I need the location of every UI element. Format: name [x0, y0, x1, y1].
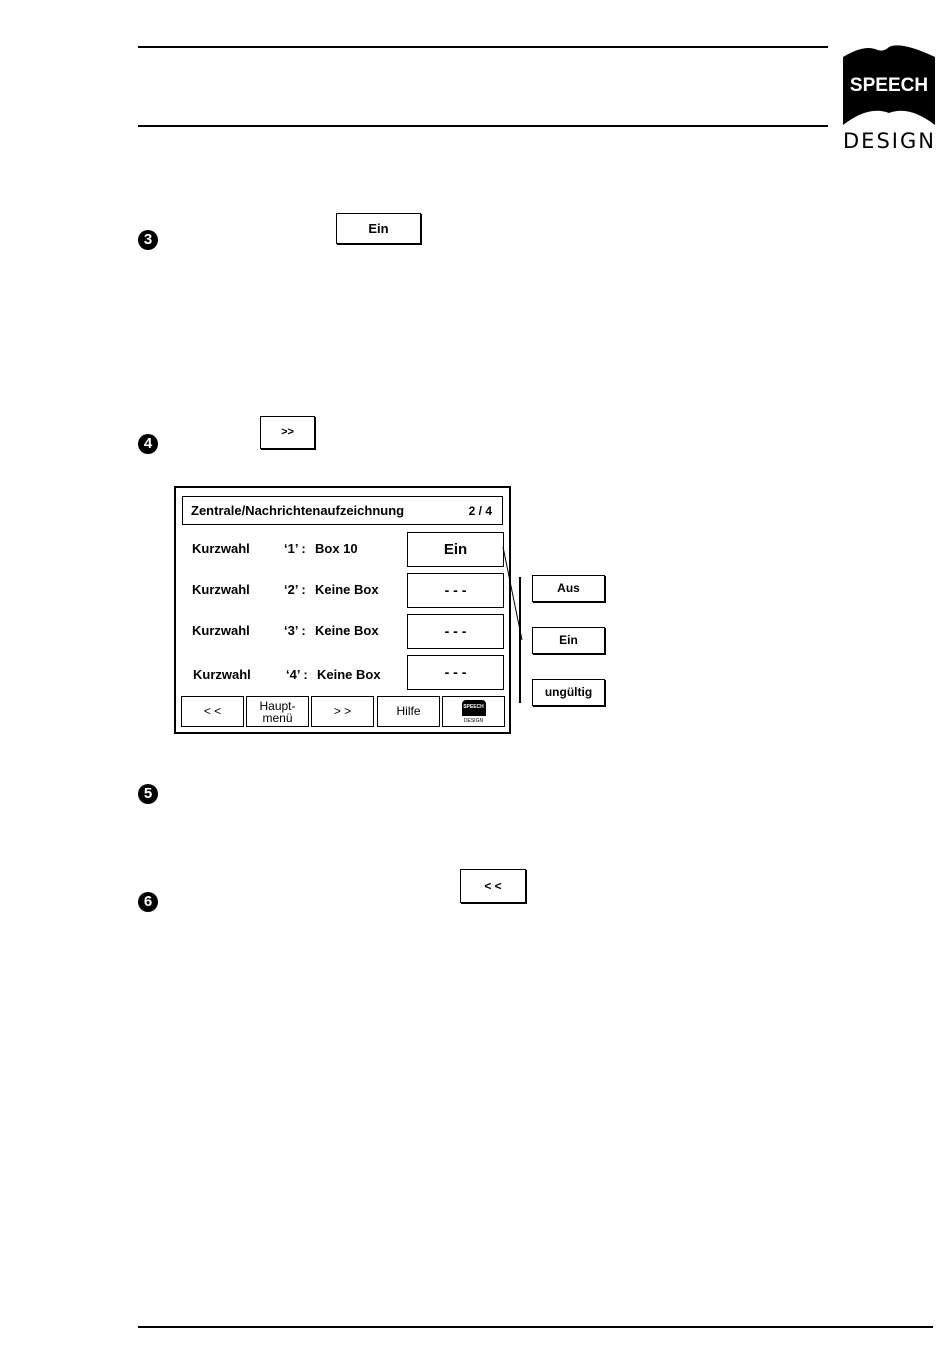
logo-speech-text: SPEECH [849, 75, 929, 96]
page-indicator: 2 / 4 [468, 504, 492, 518]
mini-logo-speech: SPEECH [463, 704, 484, 710]
row-4-label: Kurzwahl [193, 667, 251, 682]
row-3-value-field[interactable]: - - - [407, 614, 504, 649]
row-1-box: Box 10 [315, 541, 358, 556]
option-ungueltig-button[interactable]: ungültig [532, 679, 605, 706]
nav-next-button[interactable]: > > [311, 696, 374, 727]
logo-design-text: DESIGN [843, 129, 936, 153]
footer-rule [138, 1326, 933, 1328]
nav-main-menu-button[interactable] [246, 696, 309, 727]
prev-page-button[interactable]: < < [460, 869, 526, 903]
nav-help-button[interactable]: Hilfe [377, 696, 440, 727]
step-3-marker: 3 [138, 230, 158, 250]
row-2-key: ‘2’ : [284, 582, 306, 597]
option-ein-button[interactable]: Ein [532, 627, 605, 654]
row-1-key: ‘1’ : [284, 541, 306, 556]
row-1-label: Kurzwahl [192, 541, 250, 556]
main-menu-label-line2: menü [262, 711, 293, 725]
nav-logo-button[interactable] [442, 696, 505, 727]
row-2-value-field[interactable]: - - - [407, 573, 504, 608]
screen-title: Zentrale/Nachrichtenaufzeichnung [191, 503, 405, 518]
ein-button[interactable]: Ein [336, 213, 421, 244]
header-rule-top [138, 46, 828, 48]
row-2-label: Kurzwahl [192, 582, 250, 597]
row-3-key: ‘3’ : [284, 623, 306, 638]
row-1-value-field[interactable]: Ein [407, 532, 504, 567]
row-4-key: ‘4’ : [286, 667, 308, 682]
header-rule-bottom [138, 125, 828, 127]
option-aus-button[interactable]: Aus [532, 575, 605, 602]
screen-title-bar [182, 496, 503, 525]
step-6-marker: 6 [138, 892, 158, 912]
row-3-box: Keine Box [315, 623, 379, 638]
speech-design-logo [843, 45, 935, 155]
nav-prev-button[interactable]: < < [181, 696, 244, 727]
step-5-marker: 5 [138, 784, 158, 804]
row-2-box: Keine Box [315, 582, 379, 597]
next-page-button[interactable]: >> [260, 416, 315, 449]
row-4-value-field[interactable]: - - - [407, 655, 504, 690]
mini-logo-design: DESIGN [463, 718, 484, 724]
main-menu-label-line1: Haupt- [259, 699, 296, 713]
row-4-box: Keine Box [317, 667, 381, 682]
row-3-label: Kurzwahl [192, 623, 250, 638]
step-4-marker: 4 [138, 434, 158, 454]
touchscreen-panel [174, 486, 511, 734]
